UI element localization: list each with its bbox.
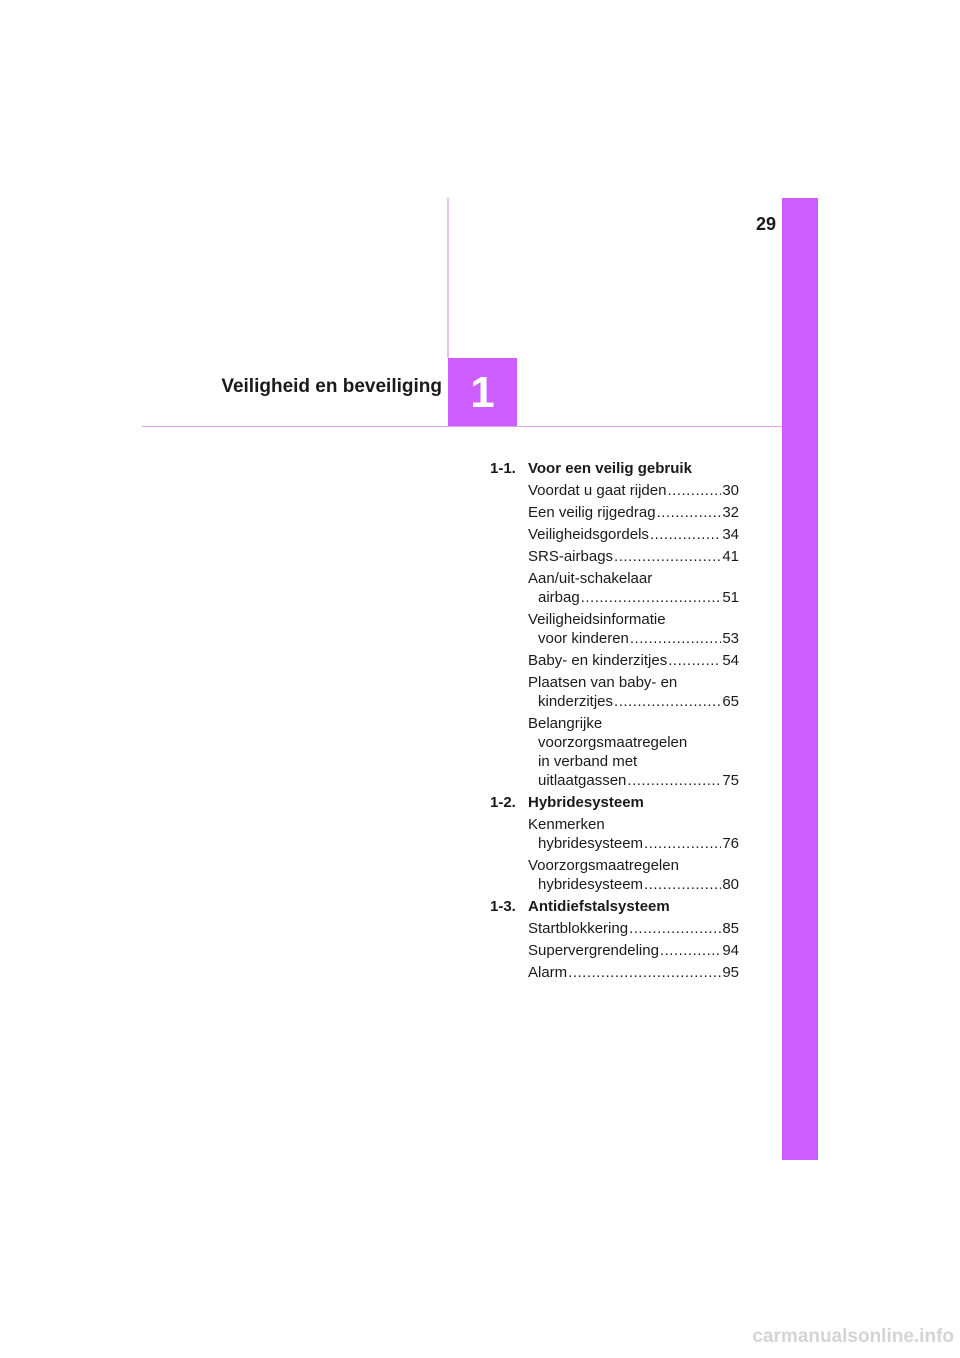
toc-entry-line <box>528 692 739 711</box>
toc-entry-line <box>528 771 739 790</box>
toc-entry-line <box>528 834 739 853</box>
toc-entry[interactable] <box>528 610 739 648</box>
toc-entry[interactable] <box>528 941 739 960</box>
toc-entry-text: Voordat u gaat rijden <box>528 482 667 499</box>
dot-leader <box>568 963 721 982</box>
toc-entry-text: SRS-airbags <box>528 548 614 565</box>
toc-entry[interactable] <box>528 673 739 711</box>
toc-entry-text: voorzorgsmaatregelen <box>538 734 688 751</box>
toc-section-number: 1-1. <box>490 460 516 477</box>
toc-entry-line <box>528 525 739 544</box>
dot-leader <box>614 547 721 566</box>
toc-entry-line <box>528 610 739 629</box>
toc-entry-line <box>528 629 739 648</box>
toc-entry-page: 65 <box>722 693 739 710</box>
toc-entry-text: hybridesysteem <box>538 876 644 893</box>
toc-entry-page: 85 <box>722 920 739 937</box>
horizontal-divider <box>142 426 782 427</box>
toc-entry-text: Voorzorgsmaatregelen <box>528 857 679 874</box>
toc-entry-page: 41 <box>722 548 739 565</box>
toc-section-number: 1-3. <box>490 898 516 915</box>
toc-entry[interactable] <box>528 856 739 894</box>
toc-entry[interactable] <box>528 547 739 566</box>
toc-section-heading <box>490 459 739 478</box>
toc-entry-page: 76 <box>722 835 739 852</box>
toc-entry-line <box>528 673 739 692</box>
dot-leader <box>650 525 721 544</box>
toc-section-title: Hybridesysteem <box>528 794 644 811</box>
toc-entry[interactable] <box>528 481 739 500</box>
toc-entry-page: 75 <box>722 772 739 789</box>
toc-entry[interactable] <box>528 569 739 607</box>
toc-entry[interactable] <box>528 815 739 853</box>
toc-entry[interactable] <box>528 714 739 790</box>
toc-entry-line <box>528 875 739 894</box>
dot-leader <box>644 875 721 894</box>
toc-entry[interactable] <box>528 651 739 670</box>
toc-entry-text: Alarm <box>528 964 568 981</box>
toc-entry-text: in verband met <box>538 753 638 770</box>
toc-entry-line <box>528 588 739 607</box>
toc-entry-page: 95 <box>722 964 739 981</box>
dot-leader <box>644 834 721 853</box>
toc-entry-line <box>528 941 739 960</box>
dot-leader <box>657 503 722 522</box>
toc-entry-page: 53 <box>722 630 739 647</box>
toc-section-number: 1-2. <box>490 794 516 811</box>
chapter-title: Veiligheid en beveiliging <box>221 376 442 397</box>
dot-leader <box>660 941 721 960</box>
toc-entry-line <box>528 963 739 982</box>
table-of-contents <box>490 459 739 985</box>
toc-entry[interactable] <box>528 919 739 938</box>
page-number: 29 <box>755 214 776 234</box>
toc-entry-text: hybridesysteem <box>538 835 644 852</box>
dot-leader <box>629 919 721 938</box>
toc-section <box>490 793 739 894</box>
toc-entry-text: Supervergrendeling <box>528 942 659 959</box>
toc-entry-text: uitlaatgassen <box>538 772 627 789</box>
dot-leader <box>627 771 721 790</box>
toc-entry[interactable] <box>528 963 739 982</box>
toc-entry-line <box>528 733 739 752</box>
toc-entry-page: 30 <box>722 482 739 499</box>
toc-entry-text: Een veilig rijgedrag <box>528 504 656 521</box>
toc-entry-page: 54 <box>722 652 739 669</box>
toc-entry-line <box>528 503 739 522</box>
toc-entry-text: kinderzitjes <box>538 693 614 710</box>
toc-section-heading <box>490 897 739 916</box>
toc-entry-text: Belangrijke <box>528 715 603 732</box>
toc-entry-line <box>528 714 739 733</box>
toc-section-title: Voor een veilig gebruik <box>528 460 692 477</box>
toc-entry-line <box>528 919 739 938</box>
toc-section-heading <box>490 793 739 812</box>
dot-leader <box>668 651 721 670</box>
toc-entry-text: Startblokkering <box>528 920 629 937</box>
toc-entry-line <box>528 547 739 566</box>
toc-entry-text: Veiligheidsinformatie <box>528 611 666 628</box>
toc-entry-text: voor kinderen <box>538 630 629 647</box>
toc-entry-page: 80 <box>722 876 739 893</box>
vertical-divider <box>447 198 449 358</box>
toc-entry-text: Plaatsen van baby- en <box>528 674 678 691</box>
toc-section <box>490 459 739 790</box>
toc-entry[interactable] <box>528 503 739 522</box>
toc-entry-line <box>528 752 739 771</box>
dot-leader <box>614 692 721 711</box>
chapter-number-tab: 1 <box>448 358 517 427</box>
toc-entry-page: 51 <box>722 589 739 606</box>
toc-entry-line <box>528 815 739 834</box>
toc-entry-page: 94 <box>722 942 739 959</box>
dot-leader <box>667 481 721 500</box>
chapter-side-bar <box>782 198 818 1160</box>
toc-entry[interactable] <box>528 525 739 544</box>
watermark: carmanualsonline.info <box>752 1326 954 1347</box>
toc-entry-text: Baby- en kinderzitjes <box>528 652 668 669</box>
toc-entry-line <box>528 569 739 588</box>
toc-entry-line <box>528 481 739 500</box>
toc-entry-line <box>528 651 739 670</box>
toc-section <box>490 897 739 982</box>
toc-entry-page: 32 <box>722 504 739 521</box>
toc-entry-text: Aan/uit-schakelaar <box>528 570 653 587</box>
dot-leader <box>581 588 722 607</box>
toc-section-title: Antidiefstalsysteem <box>528 898 670 915</box>
toc-entry-text: airbag <box>538 589 580 606</box>
toc-entry-text: Kenmerken <box>528 816 605 833</box>
toc-entry-line <box>528 856 739 875</box>
toc-entry-page: 34 <box>722 526 739 543</box>
toc-entry-text: Veiligheidsgordels <box>528 526 649 543</box>
dot-leader <box>630 629 721 648</box>
